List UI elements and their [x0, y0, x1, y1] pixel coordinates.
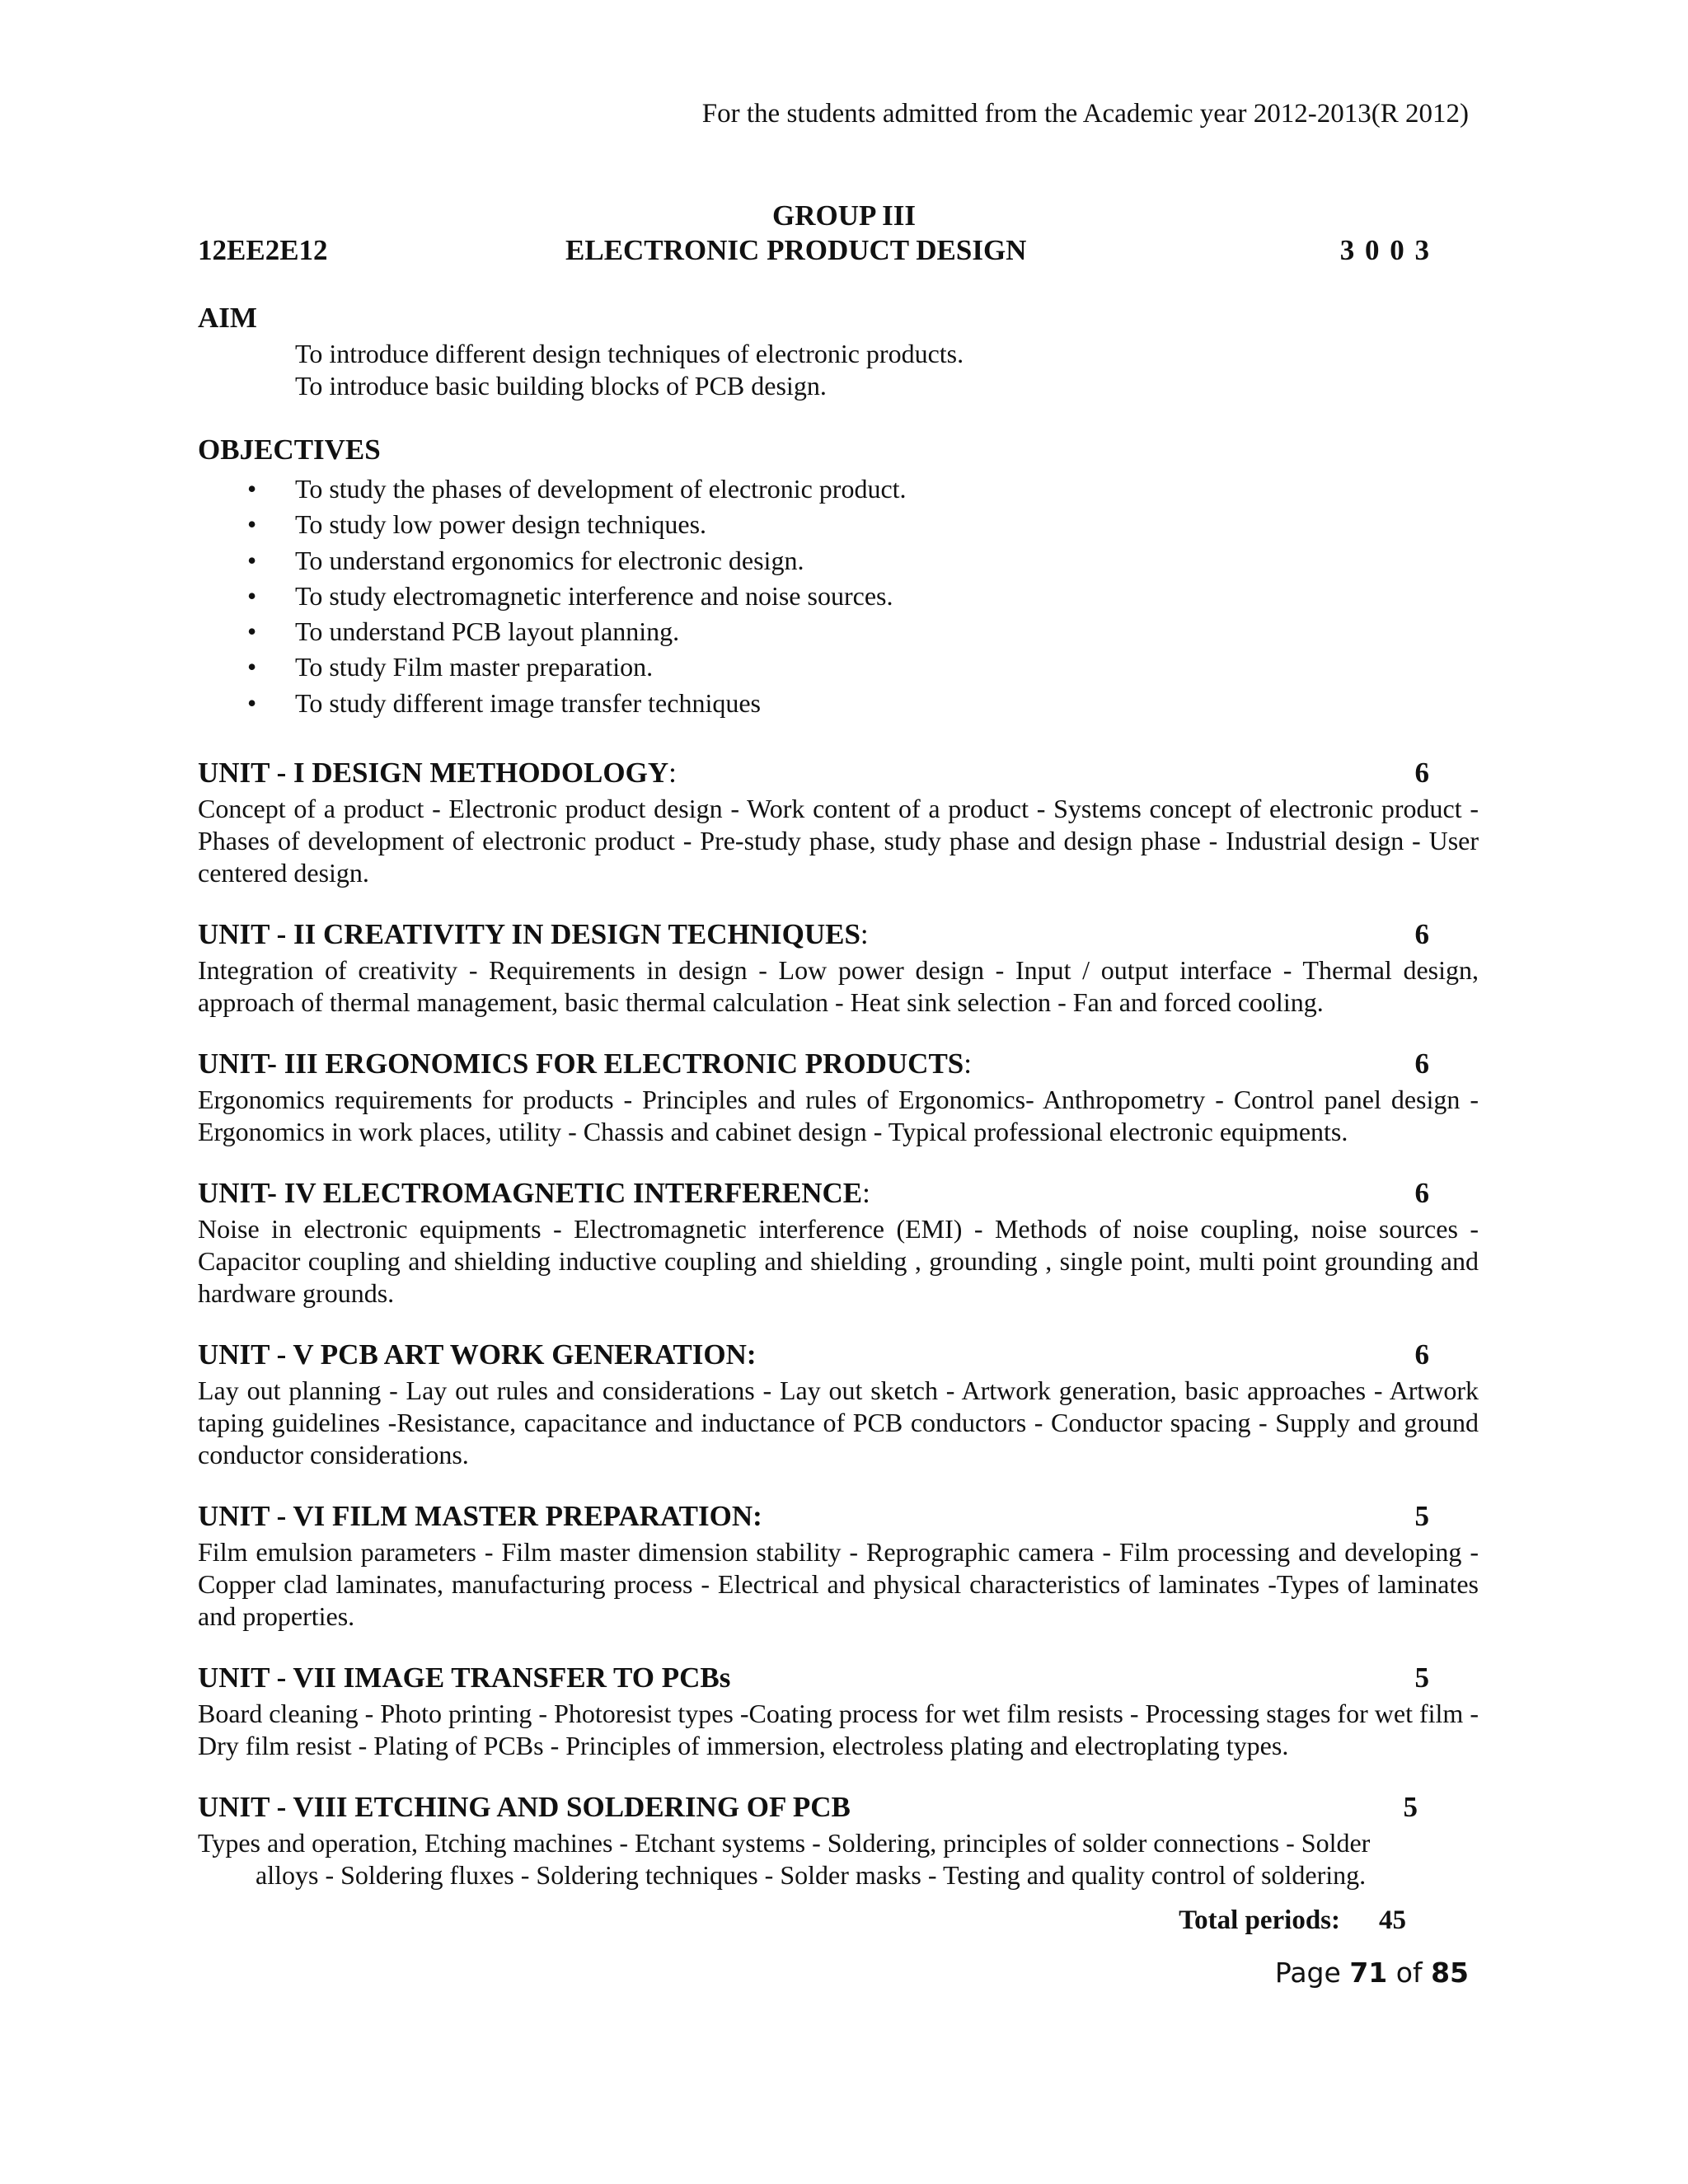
- unit-heading: [198, 1047, 1479, 1084]
- aim-line: To introduce basic building blocks of PCB design.: [295, 371, 827, 401]
- total-value: 45: [1379, 1905, 1406, 1935]
- bullet-icon: •: [247, 474, 257, 504]
- unit-content: Noise in electronic equipments - Electromagnetic interference (EMI) - Methods of noise coupling, noise sources -Capacitor coupling and shielding inductive coupling and shielding , grounding , single point, multi point grounding and hardware grounds.: [198, 1214, 1479, 1308]
- unit-content: Lay out planning - Lay out rules and considerations - Lay out sketch - Artwork generation, basic approaches - Artwork taping guidelines -Resistance, capacitance and inductance of PCB conductors - Conductor spacing - Supply and ground conductor considerations.: [198, 1376, 1479, 1469]
- bullet-icon: •: [247, 509, 257, 540]
- unit-section: [198, 1338, 1479, 1471]
- aim-line: To introduce different design techniques of electronic products.: [295, 339, 964, 368]
- unit-section: [198, 1661, 1479, 1762]
- unit-heading: [198, 1500, 1479, 1536]
- total-label: Total periods:: [1179, 1905, 1340, 1935]
- objective-text: To study different image transfer techniques: [295, 687, 761, 718]
- unit-hours: 6: [1414, 757, 1429, 789]
- bullet-icon: •: [247, 545, 257, 575]
- aim-lines: [295, 338, 964, 402]
- objective-text: To study low power design techniques.: [295, 509, 707, 540]
- objective-text: To study Film master preparation.: [295, 652, 654, 682]
- unit-title: UNIT - I DESIGN METHODOLOGY: [198, 757, 669, 789]
- bullet-icon: •: [247, 687, 257, 718]
- unit-section: [198, 1500, 1479, 1633]
- unit-content: Film emulsion parameters - Film master dimension stability - Reprographic camera - Film processing and developing - Copper clad laminates, manufacturing process - Electrical and physical characteristics of laminates -Types of laminates and properties.: [198, 1537, 1479, 1631]
- list-item: [247, 543, 907, 579]
- header-note: For the students admitted from the Academic year 2012-2013(R 2012): [701, 99, 1469, 129]
- unit-colon: :: [668, 757, 677, 789]
- page-total: 85: [1431, 1957, 1469, 1989]
- unit-title: UNIT - VI FILM MASTER PREPARATION:: [198, 1500, 762, 1532]
- objective-text: To study the phases of development of electronic product.: [295, 474, 907, 504]
- course-header: [198, 234, 1431, 270]
- aim-heading: AIM: [198, 302, 257, 334]
- unit-hours: 6: [1414, 918, 1429, 950]
- unit-colon: :: [862, 1177, 870, 1209]
- unit-hours: 5: [1414, 1500, 1429, 1532]
- course-name: ELECTRONIC PRODUCT DESIGN: [565, 234, 1027, 266]
- unit-content: Types and operation, Etching machines - Etchant systems - Soldering, principles of solder connections - Solder alloys - Soldering fluxes - Soldering techniques - Solder masks - Testing and quality control of soldering.: [198, 1828, 1371, 1890]
- group-title: GROUP III: [771, 199, 917, 232]
- unit-section: [198, 1177, 1479, 1310]
- unit-heading: [198, 1338, 1479, 1375]
- unit-section: [198, 757, 1479, 889]
- unit-title: UNIT - VII IMAGE TRANSFER TO PCBs: [198, 1661, 731, 1694]
- unit-title: UNIT- IV ELECTROMAGNETIC INTERFERENCE: [198, 1177, 863, 1209]
- unit-title: UNIT - II CREATIVITY IN DESIGN TECHNIQUES: [198, 918, 860, 950]
- course-code: 12EE2E12: [198, 234, 328, 266]
- unit-title: UNIT - V PCB ART WORK GENERATION:: [198, 1338, 757, 1371]
- unit-hours: 5: [1414, 1661, 1429, 1694]
- course-credits: 3 0 0 3: [1339, 234, 1431, 266]
- objective-text: To study electromagnetic interference and noise sources.: [295, 580, 893, 611]
- page-number: [1275, 1957, 1469, 1989]
- unit-hours: 6: [1414, 1047, 1429, 1080]
- page-current: 71: [1349, 1957, 1388, 1989]
- total-periods: [1179, 1905, 1406, 1936]
- unit-content: Board cleaning - Photo printing - Photoresist types -Coating process for wet film resists - Processing stages for wet film - Dry film resist - Plating of PCBs - Principles of immersion, electroless plating and electroplating types.: [198, 1699, 1479, 1760]
- objectives-heading: OBJECTIVES: [198, 434, 381, 466]
- unit-colon: :: [964, 1047, 972, 1080]
- unit-hours: 6: [1414, 1338, 1429, 1371]
- unit-section: [198, 918, 1479, 1019]
- unit-section: [198, 1047, 1479, 1148]
- list-item: [247, 686, 907, 721]
- unit-content: Ergonomics requirements for products - Principles and rules of Ergonomics- Anthropometry - Control panel design - Ergonomics in work places, utility - Chassis and cabinet design - Typical professional electronic equipments.: [198, 1085, 1479, 1146]
- objective-text: To understand ergonomics for electronic design.: [295, 545, 804, 575]
- list-item: [247, 649, 907, 685]
- unit-hours: 5: [1403, 1791, 1418, 1823]
- bullet-icon: •: [247, 652, 257, 682]
- page-prefix: Page: [1274, 1957, 1341, 1989]
- unit-heading: [198, 757, 1479, 793]
- unit-hours: 6: [1414, 1177, 1429, 1209]
- page-separator: of: [1395, 1957, 1423, 1989]
- unit-heading: [198, 1791, 1418, 1827]
- list-item: [247, 471, 907, 507]
- unit-title: UNIT - VIII ETCHING AND SOLDERING OF PCB: [198, 1791, 851, 1823]
- unit-content: Concept of a product - Electronic product design - Work content of a product - Systems concept of electronic product - Phases of development of electronic product - Pre-study phase, study phase and design phase - Industrial design - User centered design.: [198, 794, 1479, 888]
- unit-heading: [198, 1661, 1479, 1698]
- list-item: [247, 614, 907, 649]
- list-item: [247, 579, 907, 614]
- objective-text: To understand PCB layout planning.: [295, 616, 680, 647]
- objectives-list: [247, 471, 907, 721]
- unit-heading: [198, 918, 1479, 954]
- unit-content: Integration of creativity - Requirements in design - Low power design - Input / output interface - Thermal design, approach of thermal management, basic thermal calculation - Heat sink selection - Fan and forced cooling.: [198, 955, 1479, 1017]
- unit-section: [198, 1791, 1418, 1891]
- unit-title: UNIT- III ERGONOMICS FOR ELECTRONIC PRODUCTS: [198, 1047, 964, 1080]
- list-item: [247, 507, 907, 542]
- unit-colon: :: [860, 918, 869, 950]
- unit-heading: [198, 1177, 1479, 1213]
- bullet-icon: •: [247, 580, 257, 611]
- bullet-icon: •: [247, 616, 257, 647]
